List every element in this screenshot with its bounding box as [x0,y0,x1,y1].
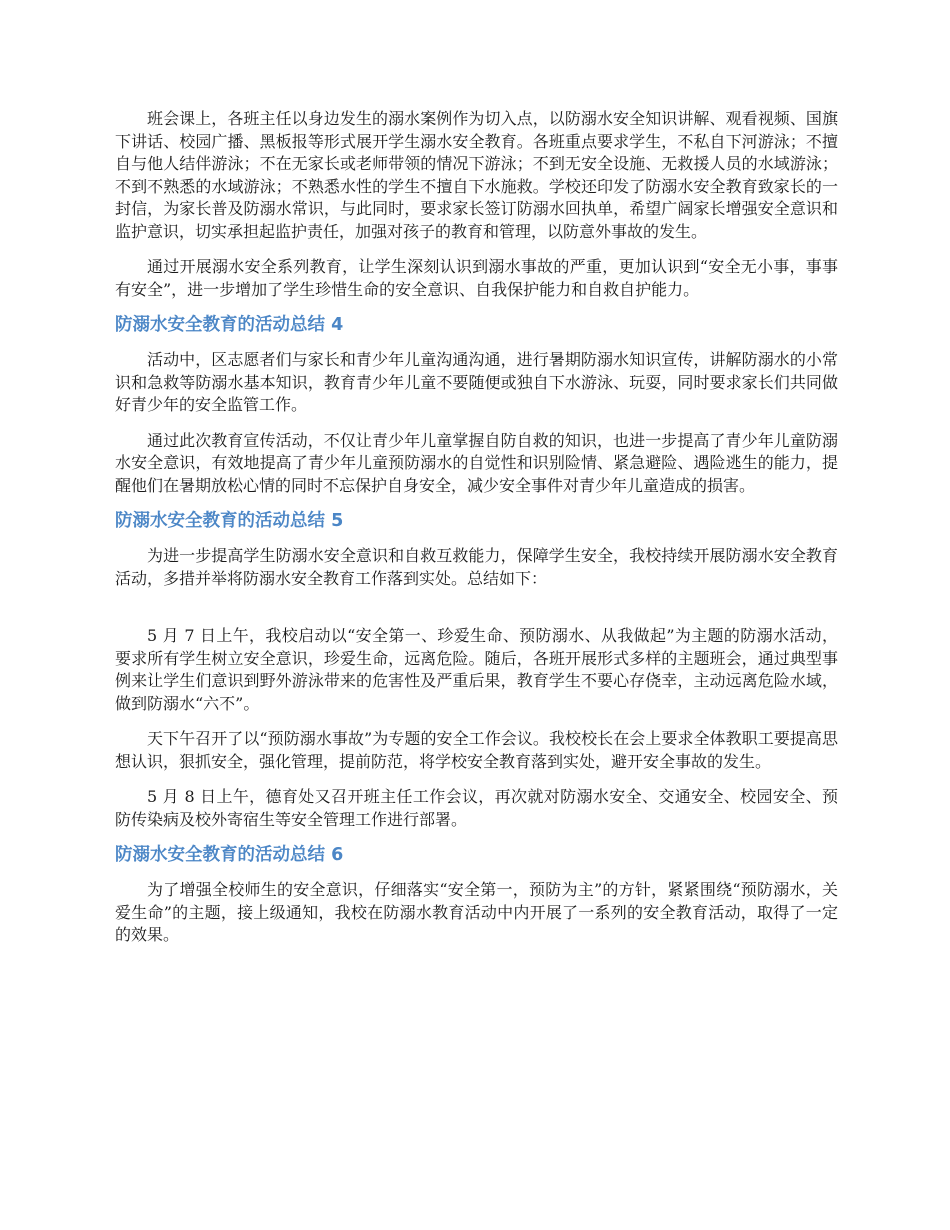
paragraph: 为了增强全校师生的安全意识，仔细落实“安全第一，预防为主”的方针，紧紧围绕“预防溺水，关爱生命”的主题，接上级通知，我校在防溺水教育活动中内开展了一系列的安全教育活动，取得了一定的效果。 [115,880,838,944]
paragraph: 通过开展溺水安全系列教育，让学生深刻认识到溺水事故的严重，更加认识到“安全无小事，事事有安全”，进一步增加了学生珍惜生命的安全意识、自我保护能力和自救自护能力。 [115,257,838,299]
paragraph: 5 月 8 日上午，德育处又召开班主任工作会议，再次就对防溺水安全、交通安全、校园安全、预防传染病及校外寄宿生等安全管理工作进行部署。 [115,787,838,829]
paragraph: 为进一步提高学生防溺水安全意识和自救互救能力，保障学生安全，我校持续开展防溺水安全教育活动，多措并举将防溺水安全教育工作落到实处。总结如下： [115,546,838,588]
paragraph: 班会课上，各班主任以身边发生的溺水案例作为切入点，以防溺水安全知识讲解、观看视频、国旗下讲话、校园广播、黑板报等形式展开学生溺水安全教育。各班重点要求学生，不私自下河游泳；不擅自与他人结伴游泳；不在无家长或老师带领的情况下游泳；不到无安全设施、无救援人员的水域游泳；不到不熟悉的水域游泳；不熟悉水性的学生不擅自下水施救。学校还印发了防溺水安全教育致家长的一封信，为家长普及防溺水常识，与此同时，要求家长签订防溺水回执单，希望广阔家长增强安全意识和监护意识，切实承担起监护责任，加强对孩子的教育和管理，以防意外事故的发生。 [115,109,838,241]
paragraph: 5 月 7 日上午，我校启动以“安全第一、珍爱生命、预防溺水、从我做起”为主题的防溺水活动，要求所有学生树立安全意识，珍爱生命，远离危险。随后，各班开展形式多样的主题班会，通过典型事例来让学生们意识到野外游泳带来的危害性及严重后果，教育学生不要心存侥幸，主动远离危险水域，做到防溺水“六不”。 [115,626,838,713]
section-heading: 防溺水安全教育的活动总结 4 [115,315,344,335]
section-heading: 防溺水安全教育的活动总结 6 [115,845,344,865]
paragraph: 通过此次教育宣传活动，不仅让青少年儿童掌握自防自救的知识，也进一步提高了青少年儿童防溺水安全意识，有效地提高了青少年儿童预防溺水的自觉性和识别险情、紧急避险、遇险逃生的能力，提醒他们在暑期放松心情的同时不忘保护自身安全，减少安全事件对青少年儿童造成的损害。 [115,430,838,495]
paragraph: 活动中，区志愿者们与家长和青少年儿童沟通沟通，进行暑期防溺水知识宣传，讲解防溺水的小常识和急救等防溺水基本知识，教育青少年儿童不要随便或独自下水游泳、玩耍，同时要求家长们共同做好青少年的安全监管工作。 [115,350,838,414]
paragraph: 天下午召开了以“预防溺水事故”为专题的安全工作会议。我校校长在会上要求全体教职工要提高思想认识，狠抓安全，强化管理，提前防范，将学校安全教育落到实处，避开安全事故的发生。 [115,729,838,771]
document-body [115,108,838,947]
section-heading: 防溺水安全教育的活动总结 5 [115,511,344,531]
